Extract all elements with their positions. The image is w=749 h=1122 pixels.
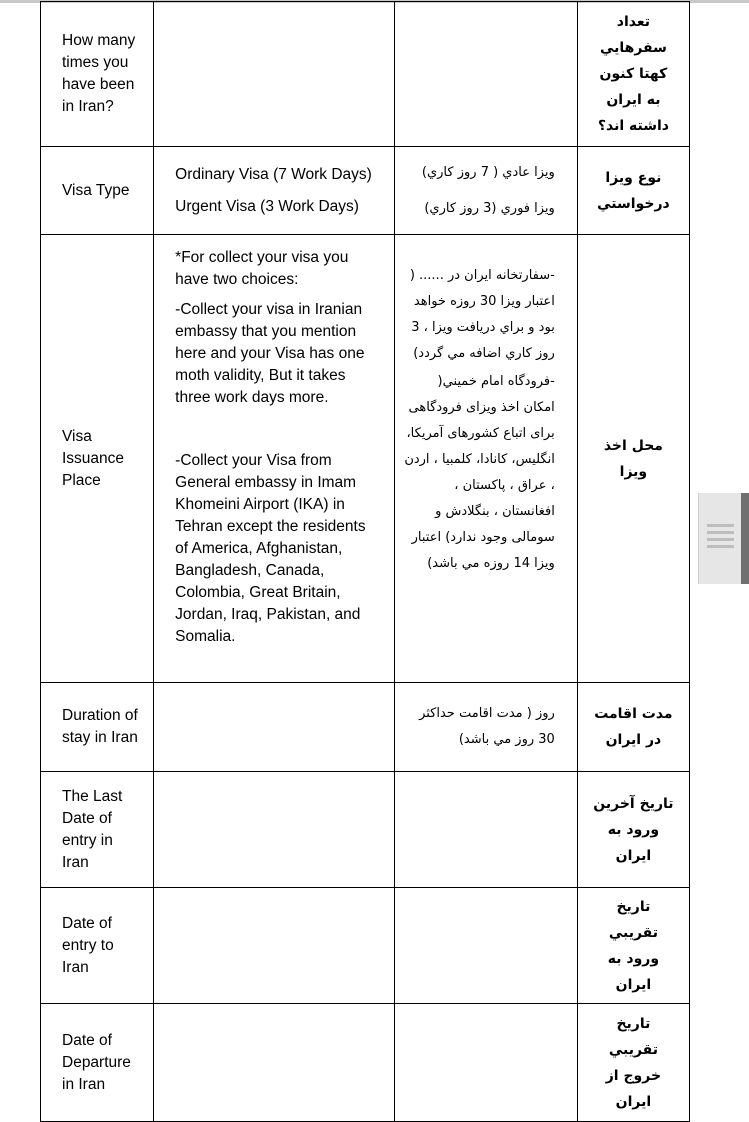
departure-date-input-fa[interactable] xyxy=(394,1004,577,1122)
visa-option-ordinary-fa[interactable]: ويزا عادي ( 7 روز كاري) xyxy=(421,164,555,180)
visa-issuance-options-cell xyxy=(154,235,394,683)
last-entry-date-label: The Last Date of entry in Iran xyxy=(62,787,123,871)
row-duration-of-stay xyxy=(41,683,690,772)
visa-option-urgent-fa[interactable]: ويزا فوري (3 روز كاري) xyxy=(424,200,555,216)
row-visa-issuance-place xyxy=(41,235,690,683)
row-times-in-iran xyxy=(41,2,690,147)
row-departure-date xyxy=(41,1004,690,1122)
en-label-cell xyxy=(41,2,154,147)
visa-form-table xyxy=(40,1,690,1122)
en-label-cell xyxy=(41,683,154,772)
departure-date-label-fa: تاريخ تقريبي خروج از ايران xyxy=(605,1015,662,1110)
departure-date-input[interactable] xyxy=(154,1004,394,1122)
en-label-cell xyxy=(41,235,154,683)
issuance-choice-embassy[interactable]: -Collect your visa in Iranian embassy that you mention here and your Visa has one moth validity, But it takes three work days more. xyxy=(175,301,365,406)
visa-option-ordinary[interactable]: Ordinary Visa (7 Work Days) xyxy=(175,165,372,183)
drawer-edge xyxy=(741,493,749,584)
issuance-choice-airport-fa[interactable]: -فرودگاه امام خميني( امکان اخذ ویزای فرودگاهی برای اتباع کشورهای آمریکا، انگلیس، کانادا، کلمبیا ، اردن ، عراق ، پاکستان ، افغانستان ، بنگلادش و سومالی وجود ندارد) اعتبار ويزا 14 روزه مي باشد) xyxy=(404,374,555,571)
visa-type-options-cell xyxy=(154,147,394,235)
fa-label-cell xyxy=(577,772,689,888)
en-label-cell xyxy=(41,1004,154,1122)
times-in-iran-input[interactable] xyxy=(154,2,394,147)
en-label-cell xyxy=(41,888,154,1004)
row-last-entry-date xyxy=(41,772,690,888)
duration-of-stay-fa-cell xyxy=(394,683,577,772)
visa-type-options-fa-cell xyxy=(394,147,577,235)
entry-date-label-fa: تاريخ تقريبي ورود به ايران xyxy=(607,898,660,993)
fa-label-cell xyxy=(577,147,689,235)
visa-type-label-fa: نوع ويزا درخواستي xyxy=(597,169,670,212)
side-drawer-toggle[interactable] xyxy=(698,493,749,584)
times-in-iran-label: How many times you have been in Iran? xyxy=(62,32,136,115)
issuance-intro: *For collect your visa you have two choices: xyxy=(175,249,349,288)
issuance-choice-embassy-fa[interactable]: -سفارتخانه ايران در ...... ( اعتبار ويزا 30 روزه خواهد بود و براي دريافت ويزا ، 3 روز كاري اضافه مي گردد) xyxy=(409,268,555,361)
times-in-iran-label-fa: تعداد سفرهايي كهتا كنون به ايران داشته اند؟ xyxy=(597,14,669,134)
visa-issuance-options-fa-cell xyxy=(394,235,577,683)
last-entry-date-input[interactable] xyxy=(154,772,394,888)
fa-label-cell xyxy=(577,2,689,147)
duration-of-stay-label: Duration of stay in Iran xyxy=(62,707,138,746)
entry-date-label: Date of entry to Iran xyxy=(62,914,114,976)
row-entry-date xyxy=(41,888,690,1004)
duration-of-stay-note-fa: روز ( مدت اقامت حداكثر 30 روز مي باشد) xyxy=(419,706,555,747)
fa-label-cell xyxy=(577,683,689,772)
row-visa-type xyxy=(41,147,690,235)
en-label-cell xyxy=(41,772,154,888)
last-entry-date-label-fa: تاريخ آخرين ورود به ايران xyxy=(593,795,674,864)
issuance-choice-airport[interactable]: -Collect your Visa from General embassy in Imam Khomeini Airport (IKA) in Tehran except the residents of America, Afghanistan, Bangladesh, Canada, Colombia, Great Britain, Jordan, Iraq, Pakistan, and Somalia. xyxy=(175,452,366,645)
en-label-cell xyxy=(41,147,154,235)
fa-label-cell xyxy=(577,1004,689,1122)
times-in-iran-input-fa[interactable] xyxy=(394,2,577,147)
visa-issuance-place-label-fa: محل اخذ ويزا xyxy=(603,437,663,480)
duration-of-stay-label-fa: مدت اقامت در ايران xyxy=(594,706,673,748)
fa-label-cell xyxy=(577,235,689,683)
visa-type-label: Visa Type xyxy=(62,181,130,199)
last-entry-date-input-fa[interactable] xyxy=(394,772,577,888)
entry-date-input-fa[interactable] xyxy=(394,888,577,1004)
fa-label-cell xyxy=(577,888,689,1004)
duration-of-stay-input[interactable] xyxy=(154,683,394,772)
visa-issuance-place-label: Visa Issuance Place xyxy=(62,427,125,489)
departure-date-label: Date of Departure in Iran xyxy=(62,1031,131,1093)
visa-option-urgent[interactable]: Urgent Visa (3 Work Days) xyxy=(175,197,359,215)
entry-date-input[interactable] xyxy=(154,888,394,1004)
